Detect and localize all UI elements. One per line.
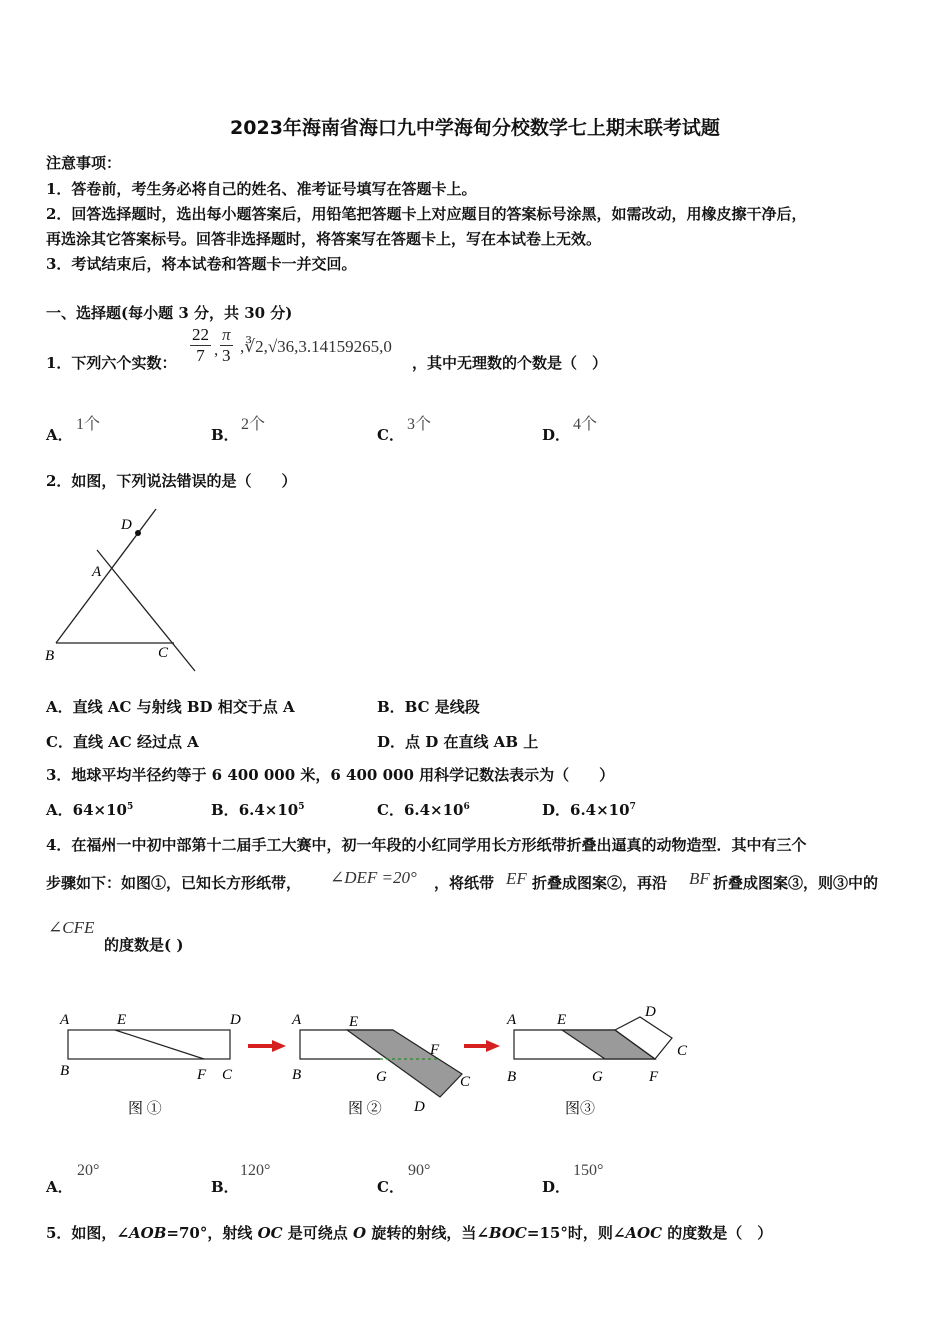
svg-text:D: D	[414, 1099, 425, 1115]
q4-line2c: 折叠成图案②，再沿	[532, 874, 668, 892]
q1-frac2-den: 3	[222, 346, 231, 365]
q1-suffix: ，其中无理数的个数是（ ）	[412, 354, 608, 372]
q1-frac-pi-3	[220, 325, 233, 366]
q1-frac1-num: 22	[192, 325, 209, 344]
fig3-caption: 图③	[565, 1101, 596, 1117]
label-d: D	[121, 517, 132, 533]
label-c: C	[158, 645, 169, 661]
q3-option-a: A．$64\times 10^5$	[46, 801, 134, 819]
q2-option-c: C．直线 AC 经过点 A	[46, 733, 199, 751]
q4-line3: 的度数是( )	[104, 936, 184, 954]
q4-option-c-letter: C．	[377, 1178, 404, 1196]
svg-text:G: G	[592, 1069, 603, 1085]
fig1-caption: 图 ①	[128, 1101, 162, 1117]
svg-text:D: D	[230, 1012, 241, 1028]
q2-stem: 2．如图，下列说法错误的是（ ）	[46, 472, 297, 490]
q2-option-b: B．BC 是线段	[377, 698, 480, 716]
q4-line2b: ，将纸带	[434, 874, 495, 892]
q4-option-a: 20°	[77, 1162, 100, 1179]
svg-text:B: B	[507, 1069, 517, 1085]
svg-text:A: A	[60, 1012, 70, 1028]
svg-text:G: G	[376, 1069, 387, 1085]
page-title: 2023年海南省海口九中学海甸分校数学七上期末联考试题	[230, 117, 720, 139]
svg-text:F: F	[430, 1042, 440, 1058]
label-a: A	[92, 564, 102, 580]
q2-option-a: A．直线 AC 与射线 BD 相交于点 A	[46, 698, 295, 716]
q4-figures	[40, 1000, 720, 1130]
q1-option-a-letter: A．	[46, 426, 73, 444]
q4-line2a: 步骤如下：如图①，已知长方形纸带，	[46, 874, 302, 892]
line-ac	[97, 550, 195, 671]
q1-option-b: 2个	[241, 416, 266, 433]
q1-option-c-letter: C．	[377, 426, 404, 444]
q4-line2d: 折叠成图案③，则③中的	[713, 874, 879, 892]
notice-item: 2．回答选择题时，选出每小题答案后，用铅笔把答题卡上对应题目的答案标号涂黑，如需改动，用橡皮擦干净后，	[46, 205, 807, 223]
q1-frac1-den: 7	[196, 346, 205, 365]
q4-option-d-letter: D．	[542, 1178, 571, 1196]
fig3-folded-part	[562, 1030, 655, 1059]
svg-text:C: C	[677, 1043, 688, 1059]
fig1-fold-line	[115, 1030, 204, 1059]
svg-text:B: B	[292, 1067, 302, 1083]
svg-text:B: B	[60, 1063, 70, 1079]
notice-item: 再选涂其它答案标号。回答非选择题时，将答案写在答题卡上，写在本试卷上无效。	[46, 230, 602, 248]
q2-option-d: D．点 D 在直线 AB 上	[377, 733, 539, 751]
svg-text:C: C	[222, 1067, 233, 1083]
q1-option-d: 4个	[573, 416, 598, 433]
svg-text:D: D	[645, 1004, 656, 1020]
q1-prefix: 1．下列六个实数：	[46, 354, 177, 372]
line-bd	[56, 509, 156, 643]
q4-option-c: 90°	[408, 1162, 431, 1179]
q1-frac2-num: π	[222, 325, 231, 344]
q3-stem: 3．地球平均半径约等于 6 400 000 米，6 400 000 用科学记数法表示为（ ）	[46, 766, 615, 784]
notice-heading: 注意事项：	[46, 154, 122, 172]
notice-item: 3．考试结束后，将本试卷和答题卡一并交回。	[46, 255, 357, 273]
arrow-right-icon	[272, 1040, 286, 1052]
q4-angle-def: ∠DEF =20°	[330, 868, 417, 887]
q1-option-c: 3个	[407, 416, 432, 433]
q3-option-c: C．$6.4\times 10^6$	[377, 801, 470, 819]
q4-ef: EF	[506, 869, 527, 888]
q1-radicals: ,∛2,√36,3.14159265,0	[240, 337, 392, 356]
q1-option-d-letter: D．	[542, 426, 571, 444]
q4-line1: 4．在福州一中初中部第十二届手工大赛中，初一年段的小红同学用长方形纸带折叠出逼真的动物造型．其中有三个	[46, 836, 807, 854]
q4-option-d: 150°	[573, 1162, 604, 1179]
fig2-folded-part	[347, 1030, 462, 1097]
q4-option-a-letter: A．	[46, 1178, 73, 1196]
q2-figure	[40, 505, 210, 675]
q4-bf: BF	[689, 869, 710, 888]
q4-option-b: 120°	[240, 1162, 271, 1179]
section-heading: 一、选择题(每小题 3 分，共 30 分)	[46, 304, 293, 322]
label-b: B	[45, 648, 55, 664]
q1-option-b-letter: B．	[211, 426, 239, 444]
svg-text:E: E	[557, 1012, 567, 1028]
q3-option-b: B．$6.4\times 10^5$	[211, 801, 305, 819]
point-d	[135, 530, 141, 536]
notice-item: 1．答卷前，考生务必将自己的姓名、准考证号填写在答题卡上。	[46, 180, 477, 198]
svg-text:E: E	[349, 1014, 359, 1030]
arrow-right-icon	[486, 1040, 500, 1052]
q4-option-b-letter: B．	[211, 1178, 239, 1196]
svg-text:E: E	[117, 1012, 127, 1028]
q4-angle-cfe: ∠CFE	[48, 918, 95, 937]
q1-option-a: 1个	[76, 416, 101, 433]
fig2-caption: 图 ②	[348, 1101, 382, 1117]
svg-text:A: A	[292, 1012, 302, 1028]
q5-stem: 5．如图，∠AOB=70°，射线 OC 是可绕点 O 旋转的射线，当∠BOC=15°时，则∠AOC 的度数是（ ）	[46, 1224, 773, 1242]
q1-frac-22-7	[190, 325, 211, 366]
svg-text:F: F	[649, 1069, 659, 1085]
fig1-strip	[68, 1030, 230, 1059]
svg-text:C: C	[460, 1074, 471, 1090]
q3-option-d: D．$6.4\times 10^7$	[542, 801, 636, 819]
svg-text:A: A	[507, 1012, 517, 1028]
svg-text:F: F	[197, 1067, 207, 1083]
